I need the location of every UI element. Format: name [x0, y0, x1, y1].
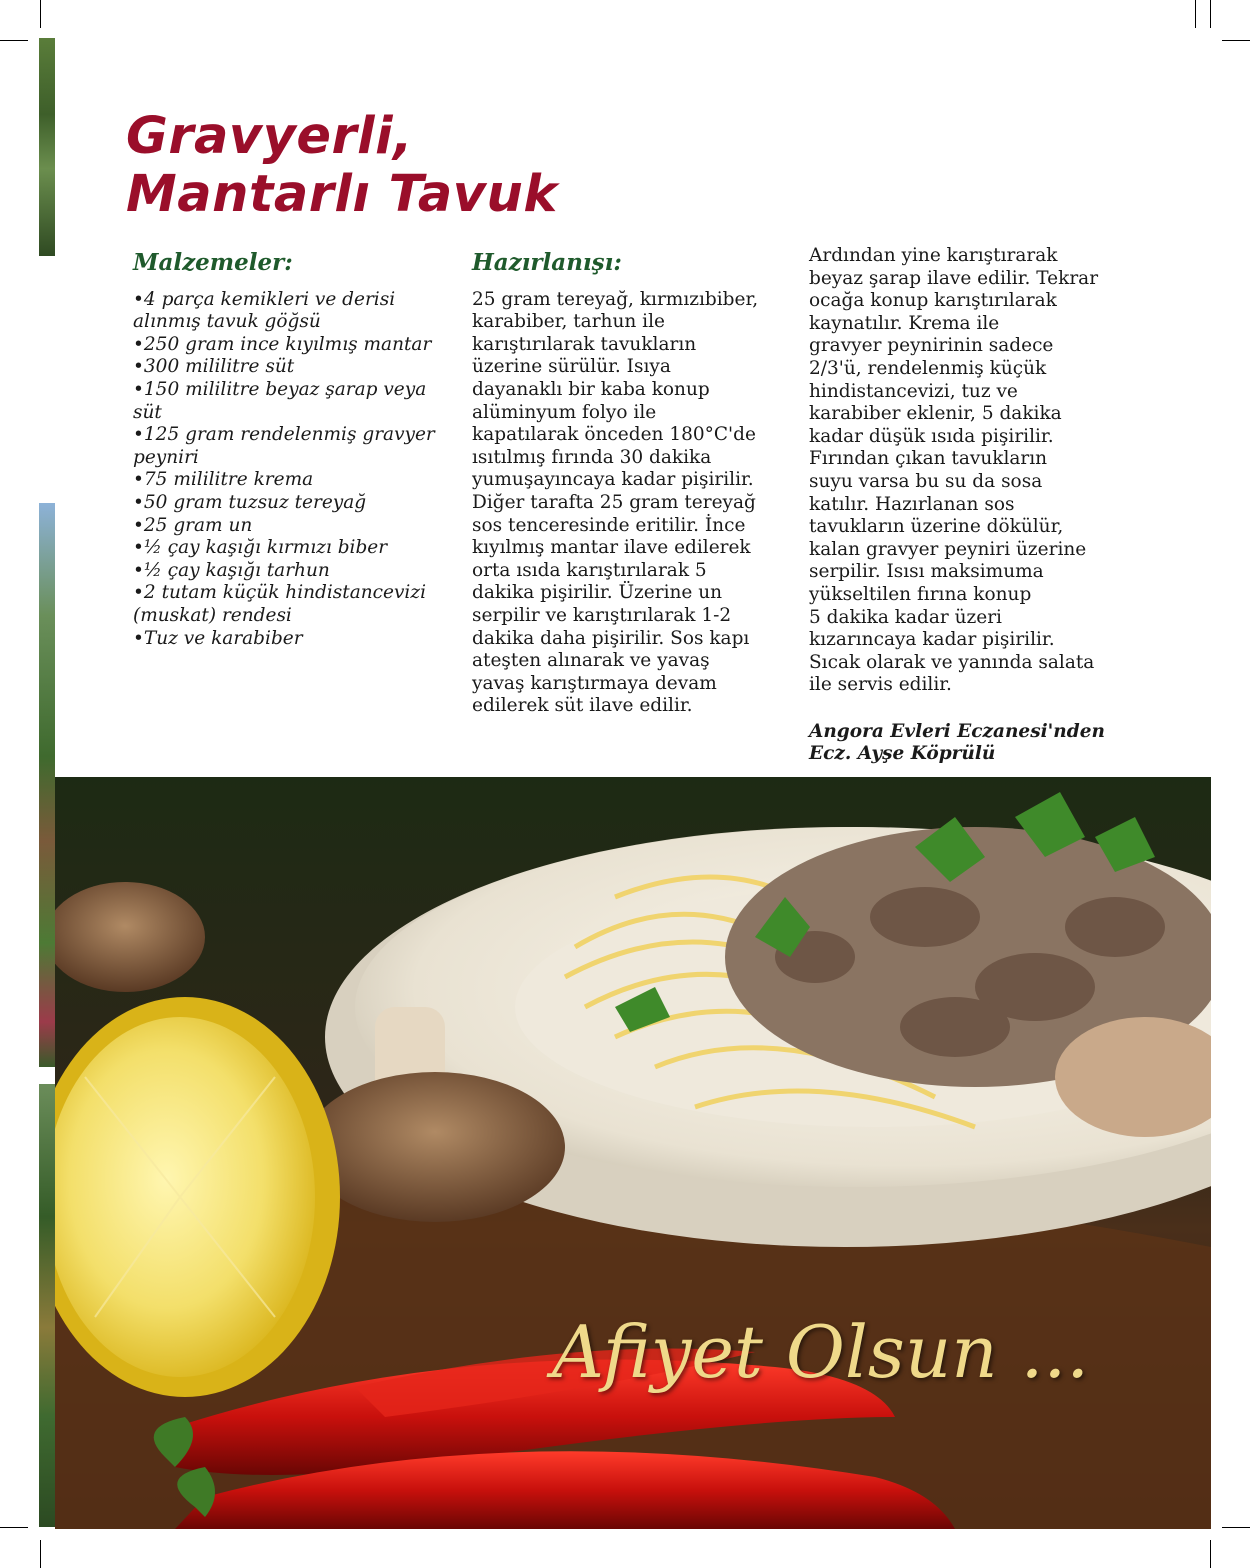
ingredient-line: •300 mililitre süt — [133, 356, 295, 378]
preparation-continued-column — [809, 245, 1139, 766]
ingredient-line: •150 mililitre beyaz şarap veya — [133, 378, 427, 400]
preparation-line: kızarıncaya kadar pişirilir. — [809, 629, 1055, 651]
ingredient-line: süt — [133, 401, 162, 423]
preparation-line: dakika daha pişirilir. Sos kapı — [472, 627, 750, 649]
ingredient-line: peyniri — [133, 446, 199, 468]
preparation-line: ile servis edilir. — [809, 674, 952, 696]
preparation-line: kalan gravyer peyniri üzerine — [809, 538, 1087, 560]
ingredient-line: •25 gram un — [133, 514, 253, 536]
preparation-line: Ardından yine karıştırarak — [809, 245, 1058, 266]
preparation-line: dakika pişirilir. Üzerine un — [472, 582, 723, 604]
preparation-line: ateşten alınarak ve yavaş — [472, 650, 710, 672]
food-photo — [55, 777, 1211, 1529]
preparation-line: orta ısıda karıştırılarak 5 — [472, 559, 707, 581]
ingredient-line: •250 gram ince kıyılmış mantar — [133, 333, 432, 355]
preparation-line: kadar düşük ısıda pişirilir. — [809, 425, 1054, 447]
ingredient-line: •50 gram tuzsuz tereyağ — [133, 491, 367, 513]
preparation-line: beyaz şarap ilave edilir. Tekrar — [809, 267, 1099, 289]
preparation-line: hindistancevizi, tuz ve — [809, 380, 1018, 402]
crop-mark — [40, 1540, 41, 1568]
preparation-line: ısıtılmış fırında 30 dakika — [472, 446, 712, 468]
left-edge-photo-strip — [39, 1084, 55, 1527]
ingredient-line: •125 gram rendelenmiş gravyer — [133, 424, 435, 446]
preparation-heading: Hazırlanışı: — [472, 249, 622, 276]
preparation-line: kaynatılır. Krema ile — [809, 312, 1000, 334]
crop-mark — [1195, 0, 1196, 28]
preparation-line: 25 gram tereyağ, kırmızıbiber, — [472, 288, 759, 310]
preparation-line: suyu varsa bu su da sosa — [809, 470, 1043, 492]
ingredient-line: •½ çay kaşığı tarhun — [133, 559, 330, 581]
preparation-line: kapatılarak önceden 180°C'de — [472, 424, 756, 446]
signature-line: Ecz. Ayşe Köprülü — [809, 743, 996, 765]
crop-mark — [40, 0, 41, 28]
preparation-line: gravyer peynirinin sadece — [809, 335, 1054, 357]
ingredient-line: •2 tutam küçük hindistancevizi — [133, 582, 427, 604]
left-edge-photo-strip — [39, 38, 55, 256]
preparation-line: yavaş karıştırmaya devam — [472, 672, 717, 694]
preparation-line: karabiber, tarhun ile — [472, 311, 665, 333]
ingredient-line: alınmış tavuk göğsü — [133, 311, 321, 333]
preparation-line: edilerek süt ilave edilir. — [472, 695, 693, 717]
preparation-line: Fırından çıkan tavukların — [809, 448, 1048, 470]
preparation-line: kıyılmış mantar ilave edilerek — [472, 537, 751, 559]
preparation-line: 5 dakika kadar üzeri — [809, 606, 1002, 628]
recipe-title-line: Mantarlı Tavuk — [126, 165, 558, 224]
preparation-line: karabiber eklenir, 5 dakika — [809, 403, 1062, 425]
preparation-line: ocağa konup karıştırılarak — [809, 290, 1057, 312]
recipe-signature — [809, 721, 1139, 766]
left-edge-photo-strip — [39, 503, 55, 1067]
ingredient-line: (muskat) rendesi — [133, 604, 292, 626]
ingredients-column — [133, 249, 453, 650]
crop-mark — [0, 1527, 28, 1528]
crop-mark — [1222, 1527, 1250, 1528]
crop-mark — [1210, 0, 1211, 28]
ingredient-line: •75 mililitre krema — [133, 469, 314, 491]
ingredient-line: •½ çay kaşığı kırmızı biber — [133, 537, 388, 559]
preparation-line: Diğer tarafta 25 gram tereyağ — [472, 491, 756, 513]
preparation-line: üzerine sürülür. Isıya — [472, 356, 671, 378]
ingredient-line: •Tuz ve karabiber — [133, 627, 303, 649]
ingredients-heading: Malzemeler: — [133, 249, 293, 276]
ingredient-line: •4 parça kemikleri ve derisi — [133, 288, 396, 310]
preparation-line: serpilir ve karıştırılarak 1-2 — [472, 604, 732, 626]
crop-mark — [1222, 40, 1250, 41]
crop-mark — [0, 40, 28, 41]
signature-line: Angora Evleri Eczanesi'nden — [809, 720, 1105, 742]
preparation-line: yükseltilen fırına konup — [809, 583, 1032, 605]
preparation-text — [472, 289, 792, 718]
preparation-line: karıştırılarak tavukların — [472, 333, 697, 355]
preparation-line: tavukların üzerine dökülür, — [809, 516, 1064, 538]
ingredients-list — [133, 289, 453, 651]
recipe-title — [126, 108, 558, 224]
photo-caption: Afiyet Olsun ... — [552, 1310, 1090, 1394]
preparation-continued-text — [809, 245, 1139, 697]
preparation-line: serpilir. Isısı maksimuma — [809, 561, 1044, 583]
preparation-line: dayanaklı bir kaba konup — [472, 378, 710, 400]
preparation-line: sos tenceresinde eritilir. İnce — [472, 514, 746, 536]
preparation-line: Sıcak olarak ve yanında salata — [809, 651, 1095, 673]
preparation-line: katılır. Hazırlanan sos — [809, 493, 1015, 515]
recipe-title-line: Gravyerli, — [126, 107, 413, 166]
food-photo-illustration — [55, 777, 1211, 1529]
preparation-column — [472, 249, 792, 718]
preparation-line: 2/3'ü, rendelenmiş küçük — [809, 357, 1047, 379]
preparation-line: alüminyum folyo ile — [472, 401, 657, 423]
preparation-line: yumuşayıncaya kadar pişirilir. — [472, 469, 754, 491]
crop-mark — [1210, 1540, 1211, 1568]
